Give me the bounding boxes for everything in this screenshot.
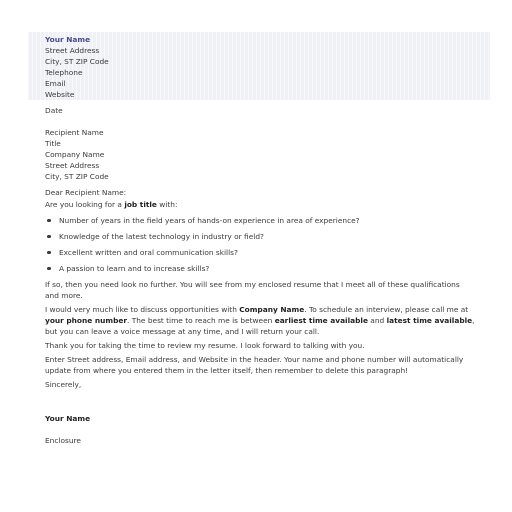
list-item: Knowledge of the latest technology in industry or field? [45,231,475,242]
job-title-placeholder: job title [124,200,157,209]
sender-telephone: Telephone [45,68,83,77]
signature-name: Your Name [45,414,91,423]
intro-line: Are you looking for a job title with: [45,200,178,209]
sender-city: City, ST ZIP Code [45,57,109,66]
enclosure-note: Enclosure [45,436,81,445]
list-item: Excellent written and oral communication skills? [45,247,475,258]
paragraph-instructions: Enter Street address, Email address, and Website in the header. Your name and phone number will automatically update from where you entered them in the letter itself, then remember to delete this paragraph! [45,355,464,375]
sender-website: Website [45,90,75,99]
phone-placeholder: your phone number [45,316,128,325]
recipient-block [45,127,475,182]
recipient-city: City, ST ZIP Code [45,172,109,181]
company-name-placeholder: Company Name [239,305,305,314]
earliest-time-placeholder: earliest time available [274,316,368,325]
salutation: Dear Recipient Name: [45,188,127,197]
recipient-company: Company Name [45,150,105,159]
qualifications-list [45,215,475,274]
list-item: A passion to learn and to increase skills? [45,263,475,274]
sender-email: Email [45,79,66,88]
cover-letter [45,34,475,446]
paragraph-thanks: Thank you for taking the time to review my resume. I look forward to talking with you. [45,341,365,350]
paragraph-qualifications: If so, then you need look no further. You will see from my enclosed resume that I meet all of these qualifications and more. [45,280,460,300]
recipient-name: Recipient Name [45,128,104,137]
recipient-title: Title [45,139,61,148]
letter-date: Date [45,106,63,115]
latest-time-placeholder: latest time available [386,316,473,325]
sender-name: Your Name [45,35,91,44]
paragraph-interview: I would very much like to discuss opportunities with Company Name. To schedule an interview, please call me at your phone number. The best time to reach me is between earliest time available and latest time available, but you can leave a voice message at any time, and I will return your call. [45,305,475,336]
recipient-street: Street Address [45,161,100,170]
closing: Sincerely, [45,380,82,389]
sender-street: Street Address [45,46,100,55]
sender-block [45,34,475,100]
list-item: Number of years in the field years of hands-on experience in area of experience? [45,215,475,226]
